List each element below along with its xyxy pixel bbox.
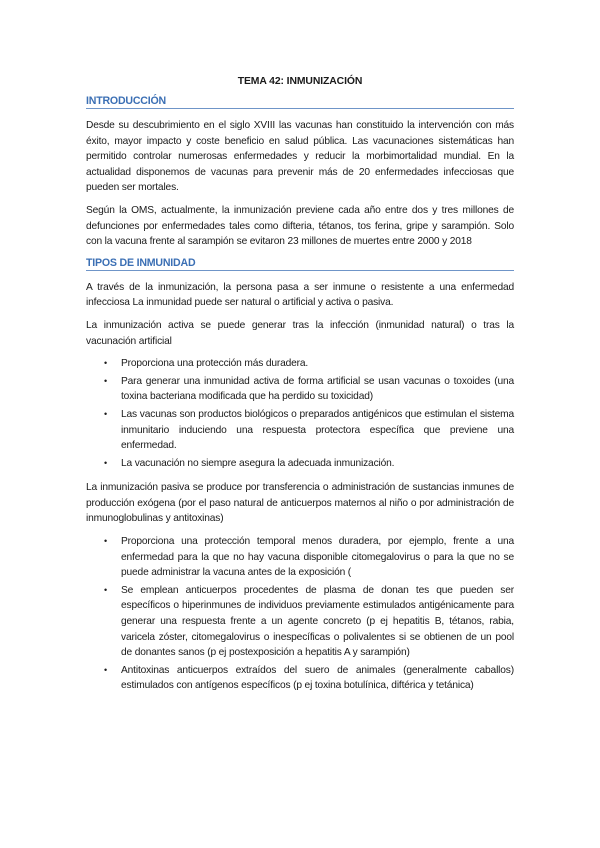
- bullet-icon: •: [104, 457, 108, 468]
- bullet-icon: •: [104, 536, 108, 547]
- list-item: • Proporciona una protección más duradera.: [121, 356, 514, 372]
- bullet-icon: •: [104, 664, 108, 675]
- bullet-icon: •: [104, 408, 108, 419]
- tipos-paragraph-3: La inmunización pasiva se produce por transferencia o administración de sustancias inmunes de producción exógena (por el paso natural de anticuerpos maternos al niño o por administración de inmunoglobulinas y antitoxinas): [86, 482, 514, 525]
- page-title: TEMA 42: INMUNIZACIÓN: [237, 76, 363, 87]
- tipos-paragraph-2: La inmunización activa se puede generar tras la infección (inmunidad natural) o tras la vacunación artificial: [86, 319, 514, 347]
- tipos-paragraph-1: A través de la inmunización, la persona pasa a ser inmune o resistente a una enfermedad infecciosa La inmunidad puede ser natural o artificial y activa o pasiva.: [86, 281, 514, 309]
- intro-paragraph-1: Desde su descubrimiento en el siglo XVIII las vacunas han constituido la intervención con más éxito, mayor impacto y coste beneficio en salud pública. Las vacunaciones sistemáticas han permitido controlar numerosas enfermedades y reducir la morbimortalidad mundial. En la actualidad disponemos de vacunas para prevenir más de 20 enfermedades infecciosas que pueden ser mortales.: [86, 120, 514, 194]
- list-item: • La vacunación no siempre asegura la adecuada inmunización.: [121, 456, 514, 472]
- intro-paragraph-2: Según la OMS, actualmente, la inmunización previene cada año entre dos y tres millones de defunciones por enfermedades tales como difteria, tétanos, tos ferina, gripe y sarampión. Solo con la vacuna frente al sarampión se evitaron 23 millones de muertes entre 2000 y 2018: [86, 204, 514, 248]
- list-item: • Se emplean anticuerpos procedentes de plasma de donan tes que pueden ser específicos o hiperinmunes de individuos previamente estimulados antigénicamente para generar una respuesta frente a un agente concreto (p ej hepatitis B, tétanos, rabia, varicela zóster, citomegalovirus o inespecíficas o polivalentes si se obtienen de un pool de donantes sanos (p ej postexposición a hepatitis A y sarampión): [104, 584, 514, 659]
- document-page: [86, 76, 514, 703]
- active-immunity-list: [86, 356, 514, 471]
- list-item: • Antitoxinas anticuerpos extraídos del suero de animales (generalmente caballos) estimulados con antígenos específicos (p ej toxina botulínica, diftérica y tetánica): [104, 664, 514, 692]
- bullet-icon: •: [104, 584, 108, 595]
- bullet-icon: •: [104, 375, 108, 386]
- passive-immunity-list: [86, 534, 514, 694]
- list-item: • Las vacunas son productos biológicos o preparados antigénicos que estimulan el sistema inmunitario induciendo una respuesta protectora específica que previene una enfermedad.: [104, 408, 514, 452]
- list-item: • Para generar una inmunidad activa de forma artificial se usan vacunas o toxoides (una toxina bacteriana modificada que ha perdido su toxicidad): [104, 375, 514, 403]
- bullet-icon: •: [104, 358, 108, 369]
- list-item: • Proporciona una protección temporal menos duradera, por ejemplo, frente a una enfermedad para la que no hay vacuna disponible citomegalovirus o para la que no se puede administrar la vacuna antes de la exposición (: [104, 536, 514, 579]
- section-heading-introduccion: INTRODUCCIÓN: [86, 95, 514, 109]
- section-heading-tipos-de-inmunidad: TIPOS DE INMUNIDAD: [86, 257, 514, 271]
